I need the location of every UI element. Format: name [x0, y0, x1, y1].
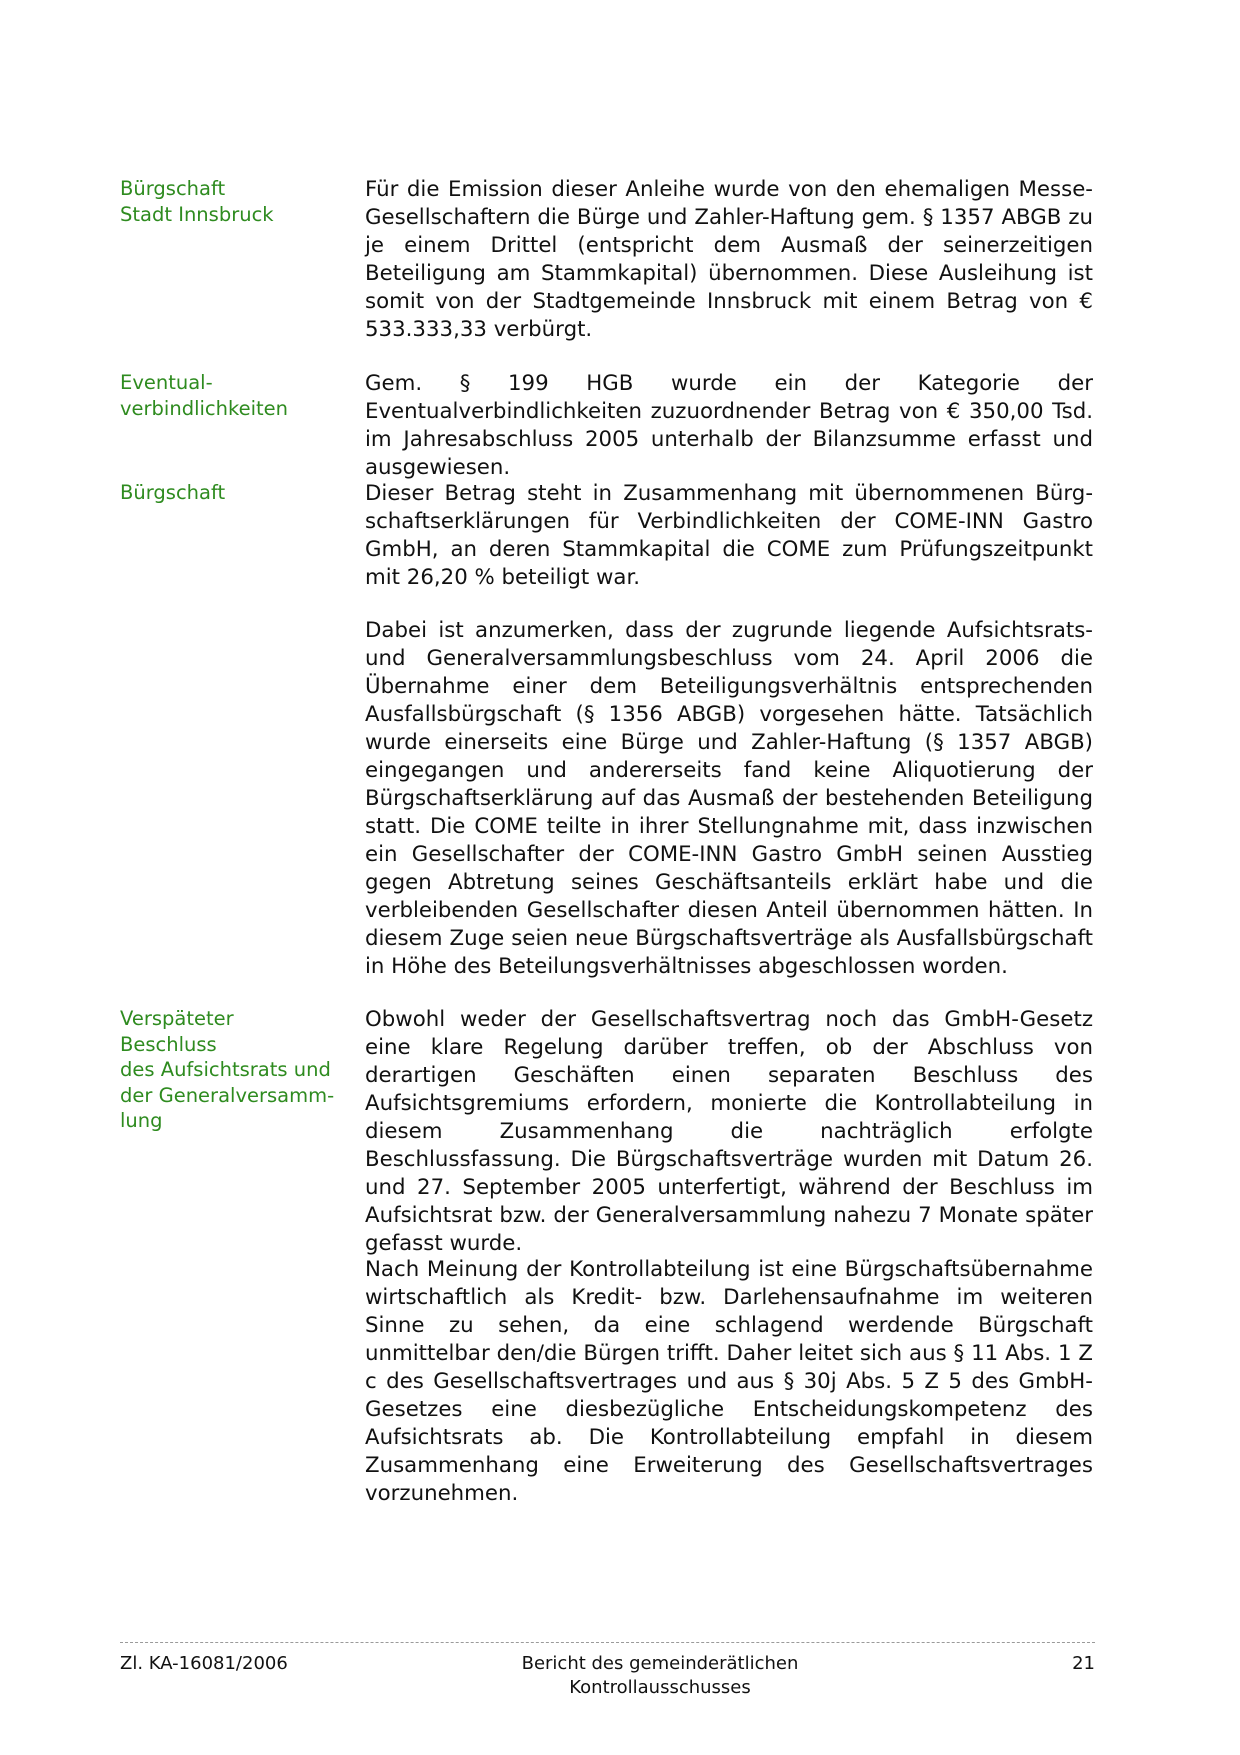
- margin-label-buergschaft: [120, 480, 335, 506]
- margin-label-eventualverbindlichkeiten: [120, 370, 335, 421]
- margin-label-line: Bürgschaft: [120, 481, 226, 504]
- paragraph: Gem. § 199 HGB wurde ein der Kategorie der Eventualverbindlichkeiten zuzuordnender Betrag von € 350,00 Tsd. im Jahresabschluss 2005 unterhalb der Bilanzsumme erfasst und ausgewiesen.: [365, 371, 1093, 480]
- paragraph: Dabei ist anzumerken, dass der zugrunde liegende Aufsichtsrats- und Generalversammlungsbeschluss vom 24. April 2006 die Übernahme einer dem Beteiligungsverhältnis entsprechenden Ausfallsbürgschaft (§ 1356 ABGB) vorgesehen hätte. Tatsächlich wurde einerseits eine Bürge und Zahler-Haftung (§ 1357 ABGB) eingegangen und andererseits fand keine Aliquotierung der Bürgschaftserklärung auf das Ausmaß der bestehenden Beteiligung statt. Die COME teilte in ihrer Stellungnahme mit, dass inzwischen ein Gesellschafter der COME-INN Gastro GmbH seinen Ausstieg gegen Abtretung seines Geschäftsanteils erklärt habe und die verbleibenden Gesellschafter diesen Anteil übernommen hätten. In diesem Zuge seien neue Bürgschaftsverträge als Ausfallsbürgschaft in Höhe des Beteilungsverhältnisses abgeschlossen worden.: [365, 618, 1093, 979]
- margin-label-line: Stadt Innsbruck: [120, 202, 274, 226]
- margin-label-line: des Aufsichtsrats und: [120, 1058, 331, 1081]
- margin-label-line: Verspäteter Beschluss: [120, 1007, 234, 1056]
- margin-label-line: Eventual-: [120, 371, 213, 394]
- footer-reference: Zl. KA-16081/2006: [120, 1653, 288, 1674]
- margin-label-buergschaft-stadt: [120, 176, 335, 227]
- footer-divider: [120, 1642, 1095, 1643]
- footer-title: Bericht des gemeinderätlichen Kontrollausschusses: [521, 1653, 799, 1698]
- paragraph: Obwohl weder der Gesellschaftsvertrag noch das GmbH-Gesetz eine klare Regelung darüber treffen, ob der Abschluss von derartigen Geschäften einen separaten Beschluss des Aufsichtsgremiums erfordern, monierte die Kontrollabteilung in diesem Zusammenhang die nachträglich erfolgte Beschlussfassung. Die Bürgschaftsverträge wurden mit Datum 26. und 27. September 2005 unterfertigt, während der Beschluss im Aufsichtsrat bzw. der Generalversammlung nahezu 7 Monate später gefasst wurde.: [365, 1007, 1093, 1256]
- margin-label-verspaeteter-beschluss: [120, 1006, 335, 1134]
- margin-label-line: verbindlichkeiten: [120, 396, 289, 420]
- margin-label-line: Bürgschaft: [120, 177, 226, 200]
- margin-label-line: der Generalversamm-: [120, 1083, 335, 1107]
- margin-label-line: lung: [120, 1109, 163, 1132]
- paragraph: Dieser Betrag steht in Zusammenhang mit übernommenen Bürgschaftserklärungen für Verbindlichkeiten der COME-INN Gastro GmbH, an deren Stammkapital die COME zum Prüfungszeitpunkt mit 26,20 % beteiligt war.: [365, 481, 1093, 590]
- page-number: 21: [1072, 1653, 1095, 1674]
- paragraph: Nach Meinung der Kontrollabteilung ist eine Bürgschaftsübernahme wirtschaftlich als Kredit- bzw. Darlehensaufnahme im weiteren Sinne zu sehen, da eine schlagend werdende Bürgschaft unmittelbar den/die Bürgen trifft. Daher leitet sich aus § 11 Abs. 1 Z c des Gesellschaftsvertrages und aus § 30j Abs. 5 Z 5 des GmbH-Gesetzes eine diesbezügliche Entscheidungskompetenz des Aufsichtsrats ab. Die Kontrollabteilung empfahl in diesem Zusammenhang eine Erweiterung des Gesellschaftsvertrages vorzunehmen.: [365, 1257, 1093, 1506]
- paragraph: Für die Emission dieser Anleihe wurde von den ehemaligen Messe-Gesellschaftern die Bürge und Zahler-Haftung gem. § 1357 ABGB zu je einem Drittel (entspricht dem Ausmaß der seinerzeitigen Beteiligung am Stammkapital) übernommen. Diese Ausleihung ist somit von der Stadtgemeinde Innsbruck mit einem Betrag von € 533.333,33 verbürgt.: [365, 177, 1093, 342]
